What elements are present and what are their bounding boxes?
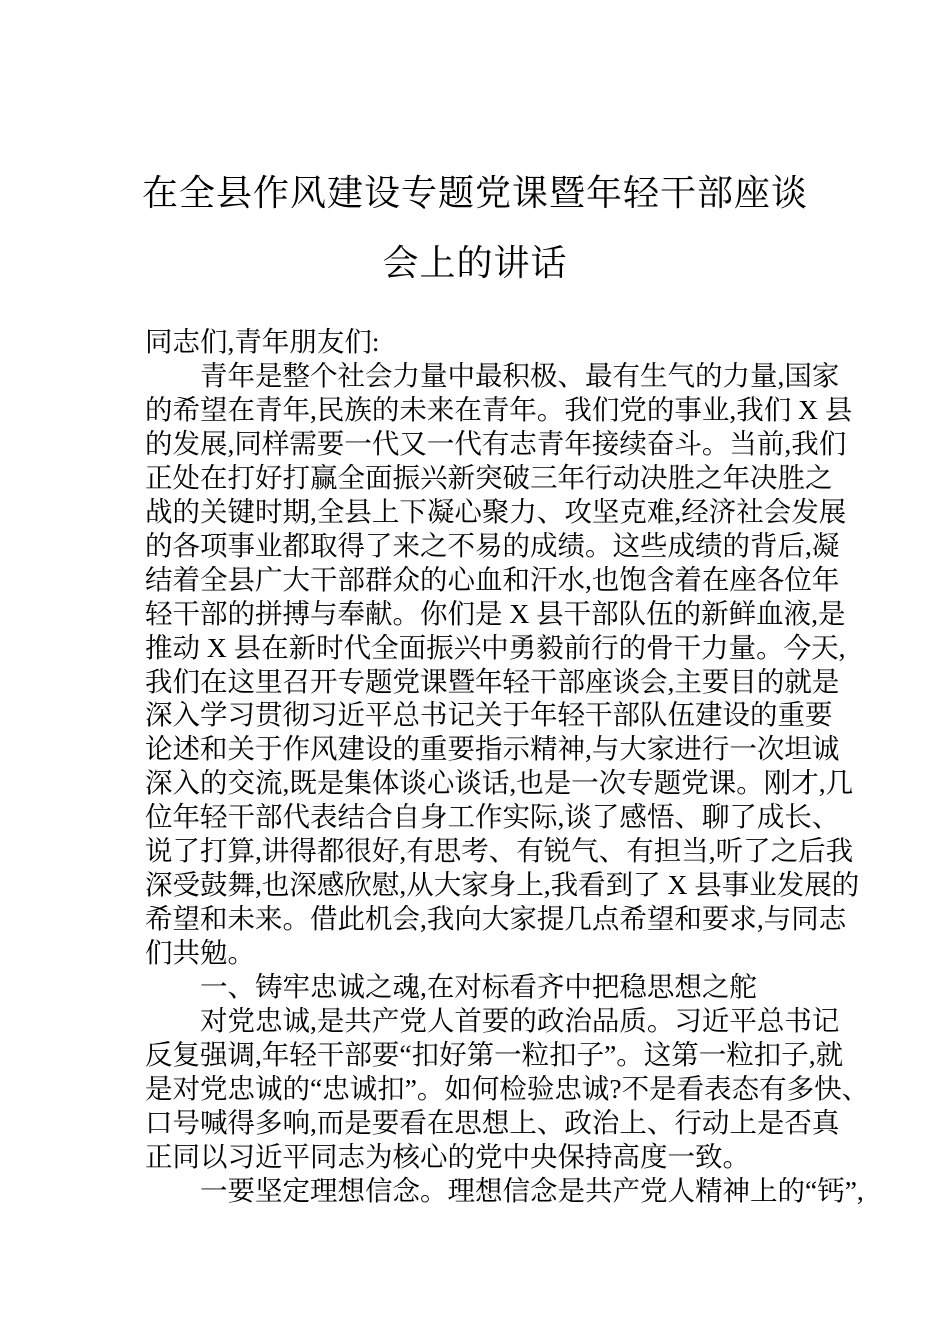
text-line: 深入学习贯彻习近平总书记关于年轻干部队伍建设的重要	[145, 699, 833, 731]
document-title-line-1: 在全县作风建设专题党课暨年轻干部座谈	[141, 173, 808, 213]
text-line: 一要坚定理想信念。理想信念是共产党人精神上的“钙”,	[200, 1174, 864, 1206]
text-line: 希望和未来。借此机会,我向大家提几点希望和要求,与同志	[145, 903, 847, 935]
text-line: 的各项事业都取得了来之不易的成绩。这些成绩的背后,凝	[145, 529, 840, 561]
text-line: 深受鼓舞,也深感欣慰,从大家身上,我看到了 X 县事业发展的	[145, 869, 860, 901]
text-line: 青年是整个社会力量中最积极、最有生气的力量,国家	[200, 359, 840, 391]
text-line: 的希望在青年,民族的未来在青年。我们党的事业,我们 X 县	[145, 393, 853, 425]
text-line: 的发展,同样需要一代又一代有志青年接续奋斗。当前,我们	[145, 427, 847, 459]
text-line: 反复强调,年轻干部要“扣好第一粒扣子”。这第一粒扣子,就	[145, 1039, 844, 1071]
text-line: 论述和关于作风建设的重要指示精神,与大家进行一次坦诚	[145, 733, 840, 765]
text-line: 一、铸牢忠诚之魂,在对标看齐中把稳思想之舵	[200, 971, 757, 1003]
text-line: 是对党忠诚的“忠诚扣”。如何检验忠诚?不是看表态有多快、	[145, 1072, 870, 1104]
text-line: 结着全县广大干部群众的心血和汗水,也饱含着在座各位年	[145, 563, 840, 595]
text-line: 口号喊得多响,而是要看在思想上、政治上、行动上是否真	[145, 1106, 840, 1138]
text-line: 对党忠诚,是共产党人首要的政治品质。习近平总书记	[200, 1005, 840, 1037]
document-body	[145, 325, 870, 1208]
text-line: 轻干部的拼搏与奉献。你们是 X 县干部队伍的新鲜血液,是	[145, 597, 846, 629]
text-line: 位年轻干部代表结合自身工作实际,谈了感悟、聊了成长、	[145, 801, 840, 833]
text-line: 推动 X 县在新时代全面振兴中勇毅前行的骨干力量。今天,	[145, 631, 846, 663]
text-line: 我们在这里召开专题党课暨年轻干部座谈会,主要目的就是	[145, 665, 840, 697]
text-line: 们共勉。	[145, 937, 255, 969]
text-line: 正处在打好打赢全面振兴新突破三年行动决胜之年决胜之	[145, 461, 833, 493]
text-line: 战的关键时期,全县上下凝心聚力、攻坚克难,经济社会发展	[145, 495, 847, 527]
text-line: 正同以习近平同志为核心的党中央保持高度一致。	[145, 1140, 750, 1172]
document-title-line-2: 会上的讲话	[382, 243, 568, 283]
text-line: 说了打算,讲得都很好,有思考、有锐气、有担当,听了之后我	[145, 835, 854, 867]
text-line: 同志们,青年朋友们:	[145, 326, 380, 357]
text-line: 深入的交流,既是集体谈心谈话,也是一次专题党课。刚才,几	[145, 767, 854, 799]
